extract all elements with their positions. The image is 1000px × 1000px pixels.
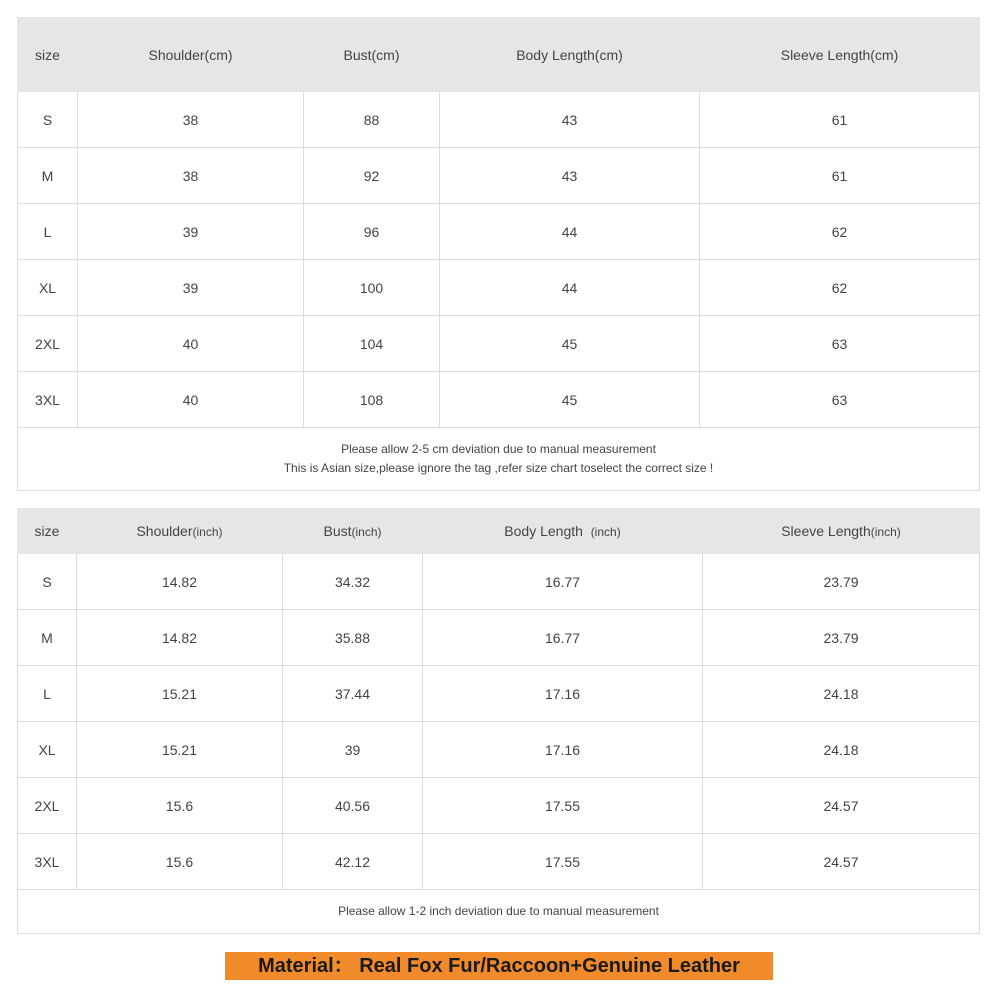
body-length-cell: 16.77 bbox=[423, 554, 703, 610]
bust-cell: 104 bbox=[304, 316, 440, 372]
column-header-size bbox=[18, 509, 77, 554]
column-header-sleeve-length bbox=[703, 509, 980, 554]
table-row bbox=[18, 722, 980, 778]
table-note-row bbox=[18, 428, 980, 491]
deviation-note: Please allow 1-2 inch deviation due to manual measurement bbox=[338, 904, 659, 918]
bust-cell: 100 bbox=[304, 260, 440, 316]
column-header-label: size bbox=[34, 523, 60, 539]
column-header-label: Shoulder bbox=[136, 523, 193, 539]
deviation-note-cell bbox=[18, 428, 980, 491]
shoulder-cell: 14.82 bbox=[77, 610, 283, 666]
deviation-note-cell bbox=[18, 890, 980, 934]
bust-cell: 42.12 bbox=[283, 834, 423, 890]
asian-size-note: This is Asian size,please ignore the tag ,refer size chart toselect the correct size ! bbox=[283, 461, 714, 475]
size-cell: XL bbox=[18, 260, 78, 316]
shoulder-cell: 14.82 bbox=[77, 554, 283, 610]
size-cell: S bbox=[18, 92, 78, 148]
table-header-row bbox=[18, 509, 980, 554]
table-row bbox=[18, 610, 980, 666]
size-cell: 3XL bbox=[18, 834, 77, 890]
body-length-cell: 44 bbox=[440, 204, 700, 260]
column-header-sleeve-length: Sleeve Length(cm) bbox=[700, 18, 980, 92]
size-cell: L bbox=[18, 204, 78, 260]
sleeve-length-cell: 23.79 bbox=[703, 554, 980, 610]
column-header-body-length bbox=[423, 509, 703, 554]
body-length-cell: 43 bbox=[440, 92, 700, 148]
sleeve-length-cell: 24.57 bbox=[703, 834, 980, 890]
material-banner: Material： Real Fox Fur/Raccoon+Genuine Leather bbox=[225, 952, 773, 980]
column-header-bust: Bust(cm) bbox=[304, 18, 440, 92]
size-cell: 2XL bbox=[18, 316, 78, 372]
sleeve-length-cell: 61 bbox=[700, 92, 980, 148]
body-length-cell: 43 bbox=[440, 148, 700, 204]
size-cell: S bbox=[18, 554, 77, 610]
size-cell: M bbox=[18, 148, 78, 204]
table-row bbox=[18, 778, 980, 834]
shoulder-cell: 40 bbox=[78, 372, 304, 428]
body-length-cell: 16.77 bbox=[423, 610, 703, 666]
shoulder-cell: 38 bbox=[78, 148, 304, 204]
table-row bbox=[18, 316, 980, 372]
column-header-unit: (inch) bbox=[351, 525, 382, 539]
size-cell: 3XL bbox=[18, 372, 78, 428]
sleeve-length-cell: 23.79 bbox=[703, 610, 980, 666]
bust-cell: 92 bbox=[304, 148, 440, 204]
size-cell: XL bbox=[18, 722, 77, 778]
column-header-body-length: Body Length(cm) bbox=[440, 18, 700, 92]
bust-cell: 96 bbox=[304, 204, 440, 260]
deviation-note: Please allow 2-5 cm deviation due to manual measurement bbox=[341, 442, 656, 456]
body-length-cell: 17.16 bbox=[423, 722, 703, 778]
table-row bbox=[18, 372, 980, 428]
shoulder-cell: 39 bbox=[78, 260, 304, 316]
column-header-shoulder bbox=[77, 509, 283, 554]
table-row bbox=[18, 260, 980, 316]
table-row bbox=[18, 92, 980, 148]
size-chart-inch-table bbox=[17, 508, 980, 934]
column-header-size: size bbox=[18, 18, 78, 92]
sleeve-length-cell: 62 bbox=[700, 260, 980, 316]
shoulder-cell: 15.6 bbox=[77, 834, 283, 890]
shoulder-cell: 15.21 bbox=[77, 722, 283, 778]
size-chart-cm-table bbox=[17, 17, 980, 491]
column-header-unit: (inch) bbox=[590, 525, 621, 539]
bust-cell: 40.56 bbox=[283, 778, 423, 834]
table-note-row bbox=[18, 890, 980, 934]
bust-cell: 34.32 bbox=[283, 554, 423, 610]
shoulder-cell: 15.21 bbox=[77, 666, 283, 722]
sleeve-length-cell: 24.57 bbox=[703, 778, 980, 834]
bust-cell: 88 bbox=[304, 92, 440, 148]
body-length-cell: 17.55 bbox=[423, 778, 703, 834]
table-header-row bbox=[18, 18, 980, 92]
table-row bbox=[18, 666, 980, 722]
table-row bbox=[18, 204, 980, 260]
column-header-shoulder: Shoulder(cm) bbox=[78, 18, 304, 92]
bust-cell: 39 bbox=[283, 722, 423, 778]
shoulder-cell: 40 bbox=[78, 316, 304, 372]
body-length-cell: 44 bbox=[440, 260, 700, 316]
shoulder-cell: 38 bbox=[78, 92, 304, 148]
bust-cell: 108 bbox=[304, 372, 440, 428]
table-row bbox=[18, 148, 980, 204]
size-cell: 2XL bbox=[18, 778, 77, 834]
bust-cell: 35.88 bbox=[283, 610, 423, 666]
body-length-cell: 45 bbox=[440, 316, 700, 372]
column-header-unit: (inch) bbox=[192, 525, 223, 539]
size-cell: L bbox=[18, 666, 77, 722]
shoulder-cell: 15.6 bbox=[77, 778, 283, 834]
column-header-label: Sleeve Length bbox=[781, 523, 871, 539]
body-length-cell: 45 bbox=[440, 372, 700, 428]
shoulder-cell: 39 bbox=[78, 204, 304, 260]
table-row bbox=[18, 554, 980, 610]
sleeve-length-cell: 24.18 bbox=[703, 666, 980, 722]
sleeve-length-cell: 63 bbox=[700, 372, 980, 428]
column-header-bust bbox=[283, 509, 423, 554]
size-cell: M bbox=[18, 610, 77, 666]
column-header-label: Bust bbox=[323, 523, 352, 539]
sleeve-length-cell: 63 bbox=[700, 316, 980, 372]
sleeve-length-cell: 24.18 bbox=[703, 722, 980, 778]
sleeve-length-cell: 62 bbox=[700, 204, 980, 260]
column-header-label: Body Length bbox=[504, 523, 583, 539]
bust-cell: 37.44 bbox=[283, 666, 423, 722]
table-row bbox=[18, 834, 980, 890]
body-length-cell: 17.55 bbox=[423, 834, 703, 890]
column-header-unit: (inch) bbox=[870, 525, 901, 539]
body-length-cell: 17.16 bbox=[423, 666, 703, 722]
sleeve-length-cell: 61 bbox=[700, 148, 980, 204]
